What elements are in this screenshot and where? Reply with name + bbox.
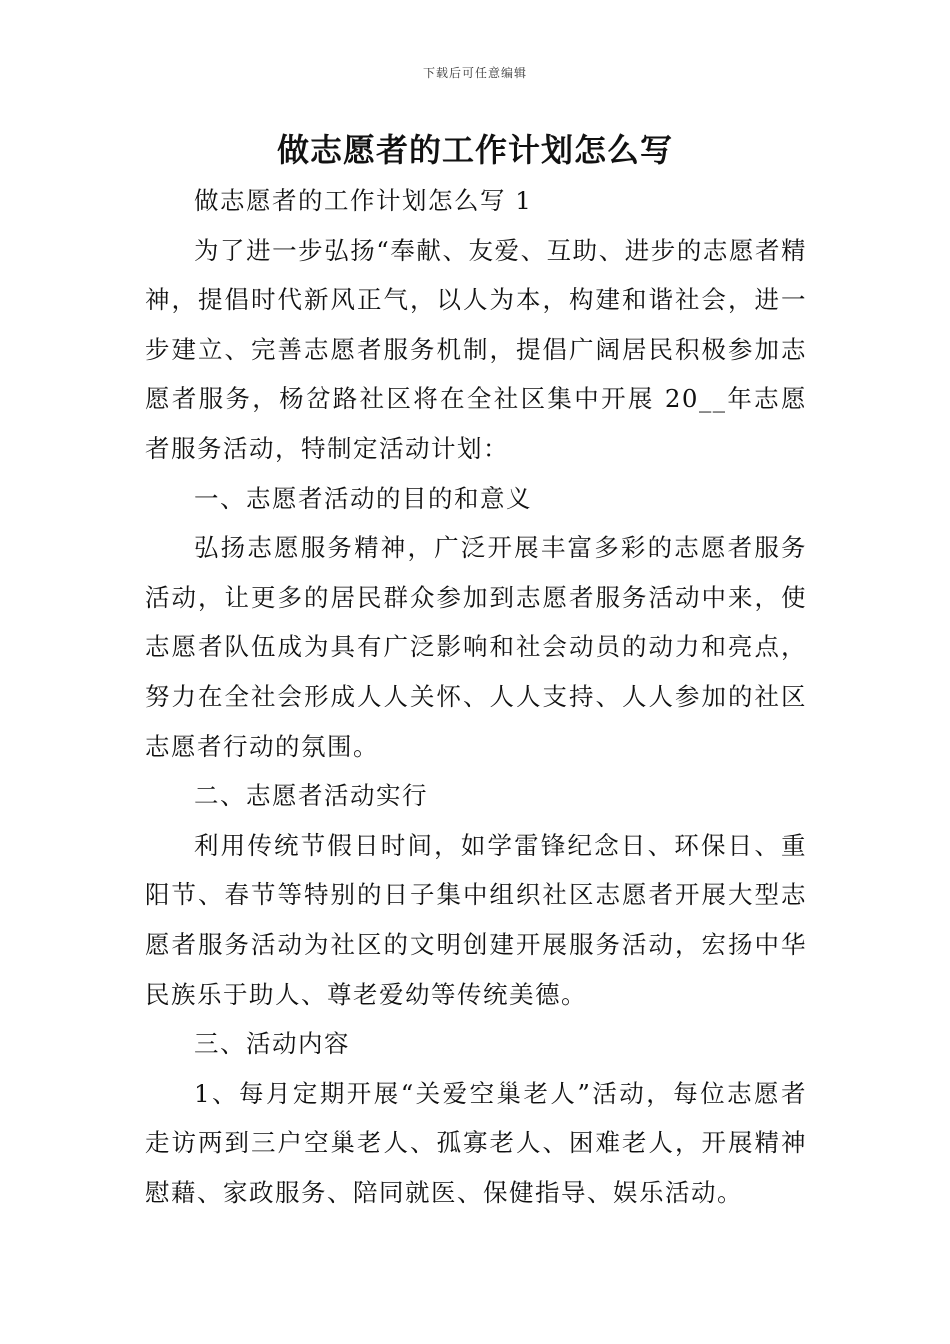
content-item-1-paragraph: 1、每月定期开展“关爱空巢老人”活动，每位志愿者走访两到三户空巢老人、孤寡老人、困难老人，开展精神慰藉、家政服务、陪同就医、保健指导、娱乐活动。 (145, 1078, 807, 1207)
section-heading-content: 三、活动内容 (194, 1029, 350, 1059)
subtitle-paragraph: 做志愿者的工作计划怎么写 1 (194, 186, 533, 215)
purpose-paragraph: 弘扬志愿服务精神，广泛开展丰富多彩的志愿者服务活动，让更多的居民群众参加到志愿者服务活动中来，使志愿者队伍成为具有广泛影响和社会动员的动力和亮点，努力在全社会形成人人关怀、人人支持、人人参加的社区志愿者行动的氛围。 (145, 533, 807, 761)
implementation-paragraph: 利用传统节假日时间，如学雷锋纪念日、环保日、重阳节、春节等特别的日子集中组织社区志愿者开展大型志愿者服务活动为社区的文明创建开展服务活动，宏扬中华民族乐于助人、尊老爱幼等传统美德。 (145, 830, 807, 1009)
section-heading-purpose: 一、志愿者活动的目的和意义 (194, 483, 532, 513)
section-heading-implementation: 二、志愿者活动实行 (194, 781, 428, 811)
intro-paragraph: 为了进一步弘扬“奉献、友爱、互助、进步的志愿者精神，提倡时代新风正气，以人为本，构建和谐社会，进一步建立、完善志愿者服务机制，提倡广阔居民积极参加志愿者服务，杨岔路社区将在全社区集中开展 20__年志愿者服务活动，特制定活动计划： (145, 235, 807, 463)
page-header-note: 下载后可任意编辑 (422, 66, 527, 80)
document-body (145, 176, 807, 1217)
document-title: 做志愿者的工作计划怎么写 (276, 131, 673, 169)
